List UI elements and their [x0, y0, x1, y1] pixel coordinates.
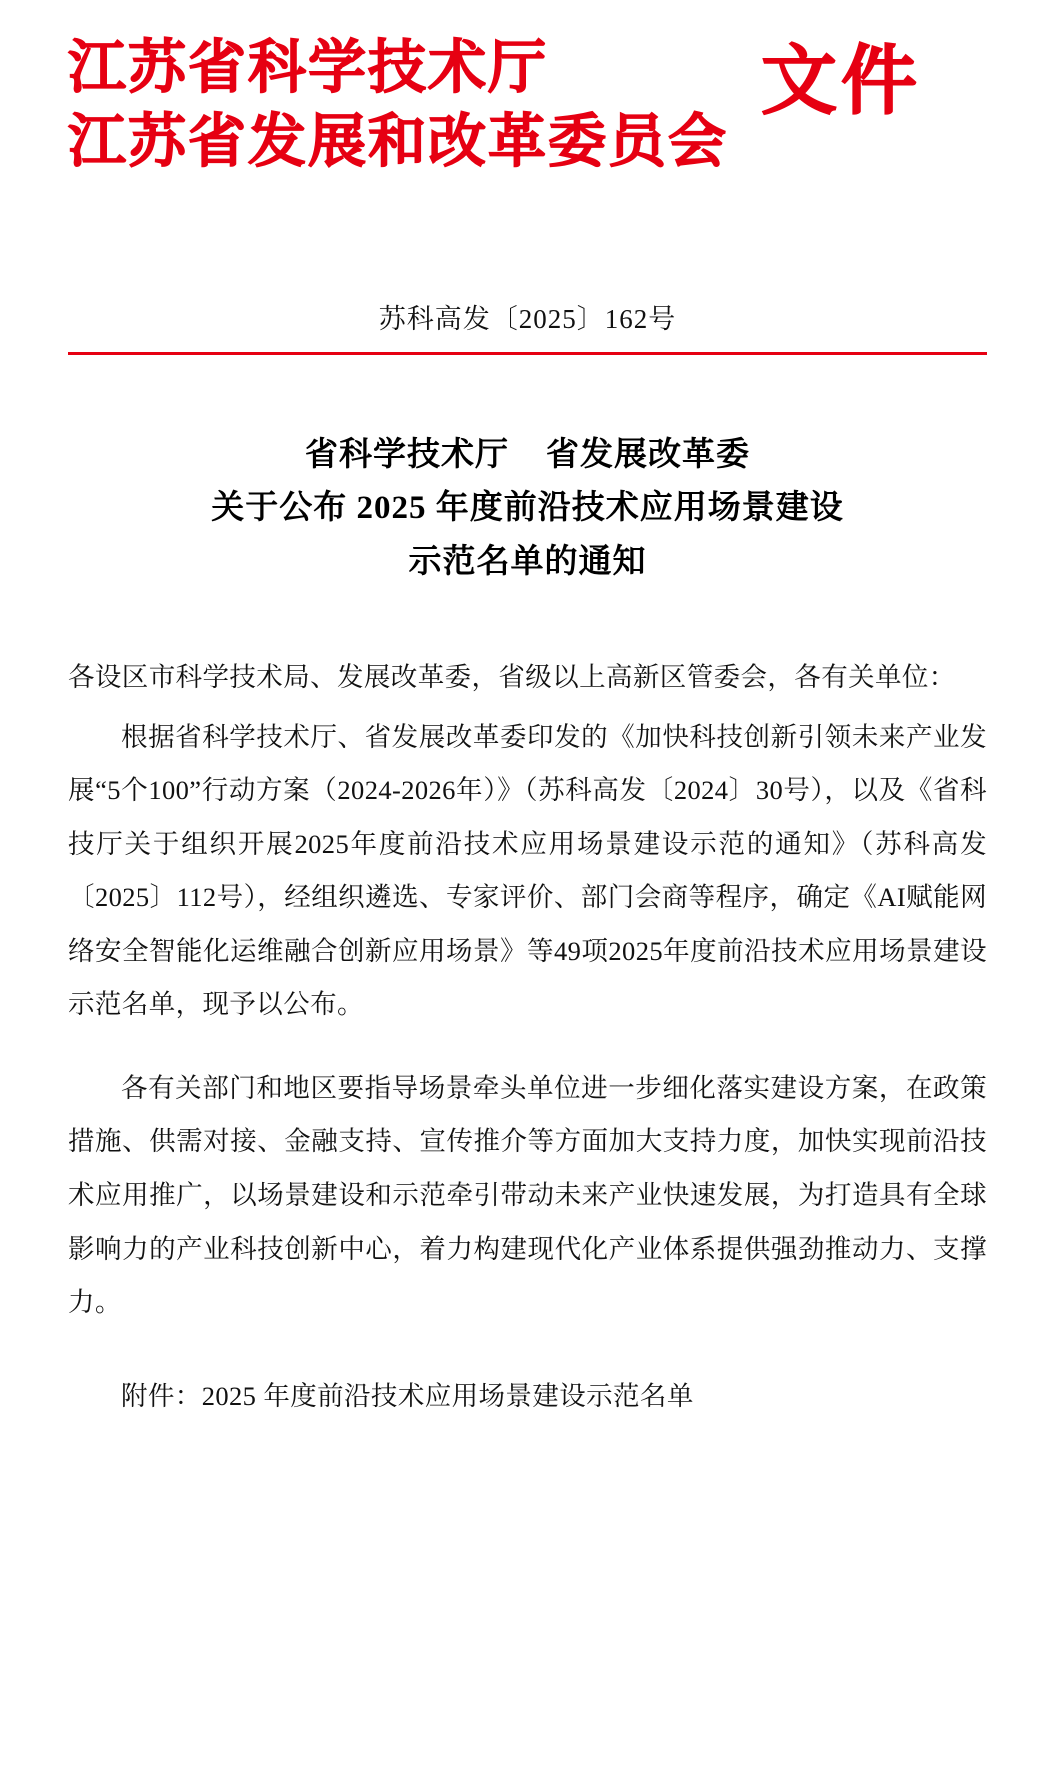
- body-salutation: 各设区市科学技术局、发展改革委，省级以上高新区管委会，各有关单位：: [68, 662, 956, 693]
- body-paragraph-2: 各有关部门和地区要指导场景牵头单位进一步细化落实建设方案，在政策措施、供需对接、金融支持、宣传推介等方面加大支持力度，加快实现前沿技术应用推广，以场景建设和示范牵引带动未来产业快速发展，为打造具有全球影响力的产业科技创新中心，着力构建现代化产业体系提供强劲推动力、支撑力。: [68, 1072, 987, 1318]
- title-line-2: 关于公布 2025 年度前沿技术应用场景建设: [211, 490, 844, 527]
- title-line-3: 示范名单的通知: [408, 543, 647, 580]
- document-number: 苏科高发〔2025〕162号: [378, 304, 677, 334]
- document-body: [68, 651, 987, 1422]
- red-divider-rule: [68, 352, 987, 355]
- masthead: [68, 0, 987, 219]
- masthead-document-word: 文件: [761, 40, 921, 124]
- attachment-line: 附件：2025 年度前沿技术应用场景建设示范名单: [121, 1380, 694, 1411]
- masthead-line-2: 江苏省发展和改革委员会: [68, 109, 729, 175]
- body-paragraph-1: 根据省科学技术厅、省发展改革委印发的《加快科技创新引领未来产业发展“5个100”行动方案（2024-2026年）》（苏科高发〔2024〕30号），以及《省科技厅关于组织开展2025年度前沿技术应用场景建设示范的通知》（苏科高发〔2025〕112号），经组织遴选、专家评价、部门会商等程序，确定《AI赋能网络安全智能化运维融合创新应用场景》等49项2025年度前沿技术应用场景建设示范名单，现予以公布。: [68, 721, 987, 1020]
- masthead-line-1: 江苏省科学技术厅: [68, 35, 549, 100]
- page-title: [68, 429, 987, 589]
- title-line-1: 省科学技术厅 省发展改革委: [305, 437, 750, 473]
